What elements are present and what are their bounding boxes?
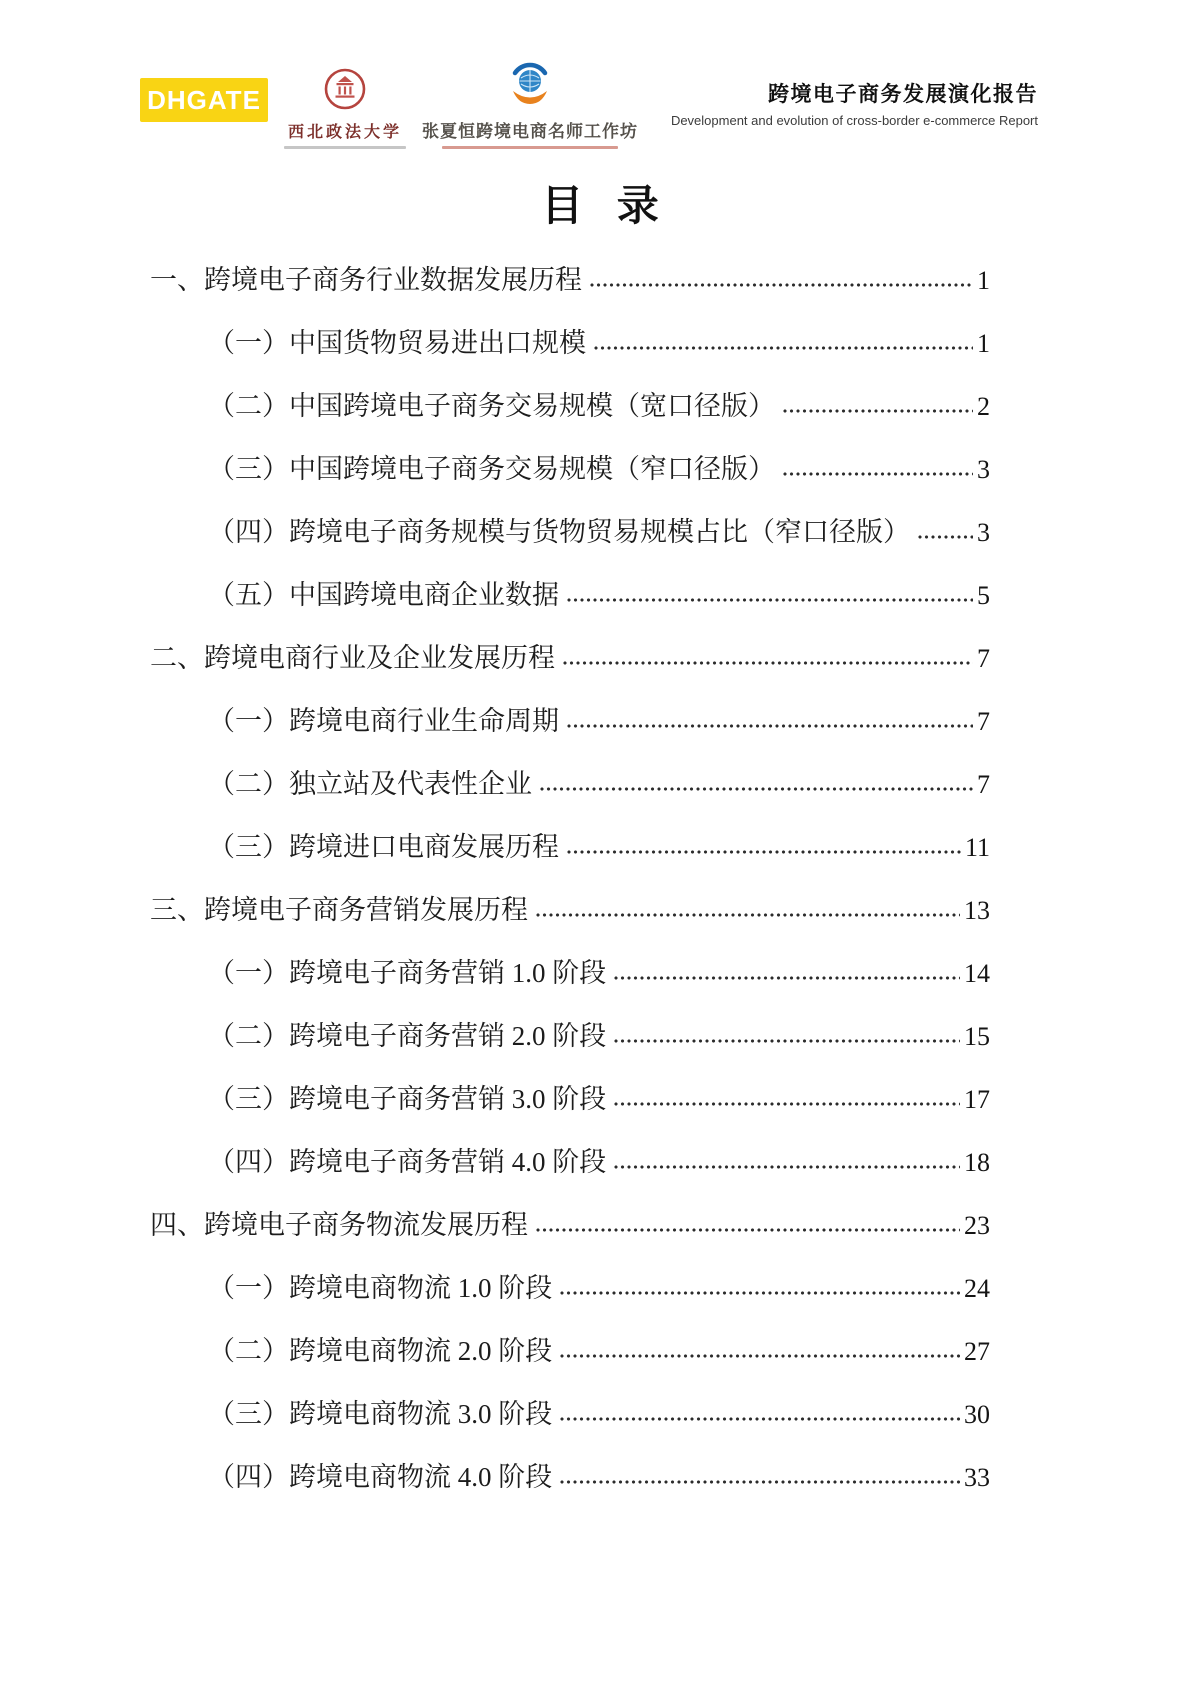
dot-leader <box>563 658 973 668</box>
toc-entry[interactable] <box>150 675 990 738</box>
dot-leader <box>536 1225 960 1235</box>
toc-entry[interactable] <box>150 1368 990 1431</box>
toc-entry-label: （二）跨境电子商务营销 2.0 阶段 <box>208 1020 607 1051</box>
dot-leader <box>560 1288 960 1298</box>
toc-entry[interactable] <box>150 423 990 486</box>
university-caption-line <box>284 146 406 149</box>
toc-entry[interactable] <box>150 990 990 1053</box>
toc-entry-page: 11 <box>964 833 990 863</box>
dot-leader <box>536 910 960 920</box>
toc-entry[interactable] <box>150 297 990 360</box>
toc-entry-label: 二、跨境电商行业及企业发展历程 <box>150 642 555 673</box>
toc-entry[interactable] <box>150 234 990 297</box>
toc-entry-page: 13 <box>964 896 990 926</box>
toc-entry-label: （五）中国跨境电商企业数据 <box>208 579 559 610</box>
toc-entry[interactable] <box>150 738 990 801</box>
dot-leader <box>560 1477 960 1487</box>
page-header <box>140 58 1038 149</box>
dot-leader <box>783 469 973 479</box>
toc-entry-page: 24 <box>964 1274 990 1304</box>
toc-entry-label: （四）跨境电子商务规模与货物贸易规模占比（窄口径版） <box>208 516 910 547</box>
toc-entry-page: 14 <box>964 959 990 989</box>
toc-entry-label: 四、跨境电子商务物流发展历程 <box>150 1209 528 1240</box>
toc-entry-label: 三、跨境电子商务营销发展历程 <box>150 894 528 925</box>
workshop-caption-line <box>442 146 618 149</box>
toc-entry[interactable] <box>150 612 990 675</box>
dot-leader <box>783 406 973 416</box>
toc-entry-label: 一、跨境电子商务行业数据发展历程 <box>150 264 582 295</box>
toc-entry-page: 3 <box>977 455 990 485</box>
toc-entry[interactable] <box>150 360 990 423</box>
dot-leader <box>540 784 973 794</box>
toc-entry-label: （一）跨境电商物流 1.0 阶段 <box>208 1272 553 1303</box>
toc-entry[interactable] <box>150 1116 990 1179</box>
toc-entry-label: （三）跨境进口电商发展历程 <box>208 831 559 862</box>
toc-entry-page: 5 <box>977 581 990 611</box>
toc-entry-page: 3 <box>977 518 990 548</box>
dot-leader <box>560 1351 960 1361</box>
toc-entry-label: （三）中国跨境电子商务交易规模（窄口径版） <box>208 453 775 484</box>
toc-entry-label: （四）跨境电商物流 4.0 阶段 <box>208 1461 553 1492</box>
toc-entry[interactable] <box>150 549 990 612</box>
report-title-en: Development and evolution of cross-border e-commerce Report <box>670 113 1038 128</box>
toc-entry-page: 33 <box>964 1463 990 1493</box>
dot-leader <box>567 847 961 857</box>
toc-entry[interactable] <box>150 1305 990 1368</box>
toc-entry-page: 7 <box>977 707 990 737</box>
dot-leader <box>560 1414 960 1424</box>
toc-entry[interactable] <box>150 1053 990 1116</box>
toc-entry-page: 1 <box>977 266 990 296</box>
toc-entry-page: 1 <box>977 329 990 359</box>
toc-entry-label: （三）跨境电子商务营销 3.0 阶段 <box>208 1083 607 1114</box>
toc-entry-label: （四）跨境电子商务营销 4.0 阶段 <box>208 1146 607 1177</box>
dot-leader <box>614 973 960 983</box>
dot-leader <box>614 1162 960 1172</box>
dot-leader <box>590 280 973 290</box>
dhgate-logo <box>140 78 268 122</box>
page-title: 目 录 <box>541 184 659 230</box>
university-seal-icon <box>324 68 366 115</box>
toc-entry-label: （二）中国跨境电子商务交易规模（宽口径版） <box>208 390 775 421</box>
toc-entry-label: （一）跨境电子商务营销 1.0 阶段 <box>208 957 607 988</box>
university-name: 西北政法大学 <box>287 124 402 141</box>
logo-group <box>140 58 638 149</box>
toc-entry-page: 2 <box>977 392 990 422</box>
toc-entry-page: 27 <box>964 1337 990 1367</box>
toc-entry[interactable] <box>150 486 990 549</box>
dhgate-logo-text: DHGATE <box>147 84 261 115</box>
university-logo <box>284 58 406 149</box>
toc-entry-page: 7 <box>977 770 990 800</box>
report-header-titles <box>671 78 1038 128</box>
toc-entry-label: （三）跨境电商物流 3.0 阶段 <box>208 1398 553 1429</box>
toc-entry[interactable] <box>150 864 990 927</box>
workshop-name: 张夏恒跨境电商名师工作坊 <box>422 122 638 141</box>
toc-entry[interactable] <box>150 801 990 864</box>
dot-leader <box>594 343 973 353</box>
report-title-zh: 跨境电子商务发展演化报告 <box>768 83 1038 106</box>
toc-entry-page: 18 <box>964 1148 990 1178</box>
toc-entry-page: 23 <box>964 1211 990 1241</box>
toc-entry-page: 17 <box>964 1085 990 1115</box>
toc-entry-page: 15 <box>964 1022 990 1052</box>
dot-leader <box>614 1036 960 1046</box>
toc-entry-label: （一）中国货物贸易进出口规模 <box>208 327 586 358</box>
toc-entry-page: 7 <box>977 644 990 674</box>
toc-entry[interactable] <box>150 1431 990 1494</box>
toc-entry[interactable] <box>150 1179 990 1242</box>
workshop-logo <box>422 58 638 149</box>
toc-entry-page: 30 <box>964 1400 990 1430</box>
toc-entry-label: （一）跨境电商行业生命周期 <box>208 705 559 736</box>
dot-leader <box>614 1099 960 1109</box>
dot-leader <box>567 595 973 605</box>
dot-leader <box>567 721 973 731</box>
toc-entry[interactable] <box>150 1242 990 1305</box>
toc-entry[interactable] <box>150 927 990 990</box>
toc-entry-label: （二）跨境电商物流 2.0 阶段 <box>208 1335 553 1366</box>
toc-list <box>150 234 990 1494</box>
dot-leader <box>918 532 973 542</box>
toc-entry-label: （二）独立站及代表性企业 <box>208 768 532 799</box>
workshop-globe-icon <box>506 58 554 115</box>
